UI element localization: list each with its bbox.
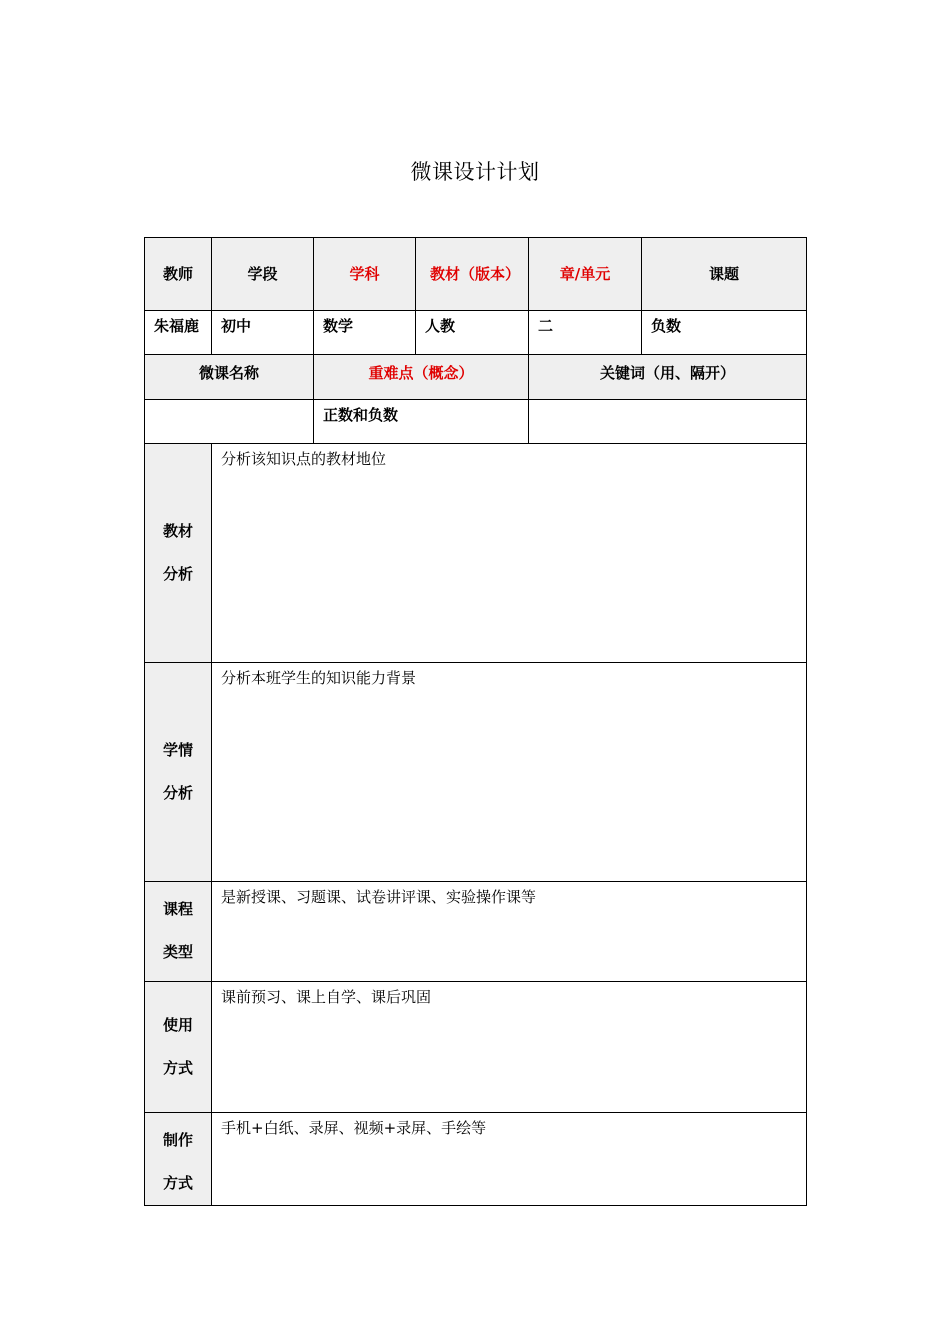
section-row-textbook-analysis — [145, 444, 807, 663]
course-name-value[interactable] — [145, 400, 314, 444]
subject-value[interactable]: 数学 — [314, 311, 416, 355]
teacher-value[interactable]: 朱福鹿 — [145, 311, 212, 355]
usage-method-field[interactable]: 课前预习、课上自学、课后巩固 — [212, 982, 807, 1113]
course-type-label — [145, 882, 212, 982]
label-line-1: 学情 — [162, 741, 193, 759]
topic-value[interactable]: 负数 — [642, 311, 807, 355]
info-row — [145, 311, 807, 355]
course-name-header: 微课名称 — [145, 355, 314, 400]
label-line-1: 使用 — [162, 1016, 193, 1034]
stage-value[interactable]: 初中 — [212, 311, 314, 355]
teacher-header: 教师 — [145, 238, 212, 311]
label-line-2: 分析 — [162, 784, 193, 802]
info-row-2 — [145, 400, 807, 444]
student-analysis-label — [145, 663, 212, 882]
label-line-1: 教材 — [162, 522, 193, 540]
textbook-header: 教材（版本） — [416, 238, 529, 311]
chapter-header: 章/单元 — [529, 238, 642, 311]
label-line-2: 分析 — [162, 565, 193, 583]
keywords-value[interactable] — [529, 400, 807, 444]
textbook-analysis-field[interactable]: 分析该知识点的教材地位 — [212, 444, 807, 663]
page-title: 微课设计计划 — [410, 160, 540, 184]
production-method-field[interactable]: 手机+白纸、录屏、视频+录屏、手绘等 — [212, 1113, 807, 1206]
textbook-value[interactable]: 人教 — [416, 311, 529, 355]
label-line-2: 类型 — [162, 943, 193, 961]
label-line-2: 方式 — [162, 1174, 193, 1192]
stage-header: 学段 — [212, 238, 314, 311]
keywords-header: 关键词（用、隔开） — [529, 355, 807, 400]
topic-header: 课题 — [642, 238, 807, 311]
key-points-header: 重难点（概念） — [314, 355, 529, 400]
section-row-course-type — [145, 882, 807, 982]
header-row-2 — [145, 355, 807, 400]
usage-method-label — [145, 982, 212, 1113]
label-line-2: 方式 — [162, 1059, 193, 1077]
production-method-label — [145, 1113, 212, 1206]
section-row-usage-method — [145, 982, 807, 1113]
section-row-production-method — [145, 1113, 807, 1206]
course-type-field[interactable]: 是新授课、习题课、试卷讲评课、实验操作课等 — [212, 882, 807, 982]
header-row — [145, 238, 807, 311]
subject-header: 学科 — [314, 238, 416, 311]
student-analysis-field[interactable]: 分析本班学生的知识能力背景 — [212, 663, 807, 882]
section-row-student-analysis — [145, 663, 807, 882]
key-points-value[interactable]: 正数和负数 — [314, 400, 529, 444]
chapter-value[interactable]: 二 — [529, 311, 642, 355]
label-line-1: 课程 — [162, 900, 193, 918]
textbook-analysis-label — [145, 444, 212, 663]
lesson-plan-table — [144, 237, 807, 1206]
label-line-1: 制作 — [162, 1131, 193, 1149]
